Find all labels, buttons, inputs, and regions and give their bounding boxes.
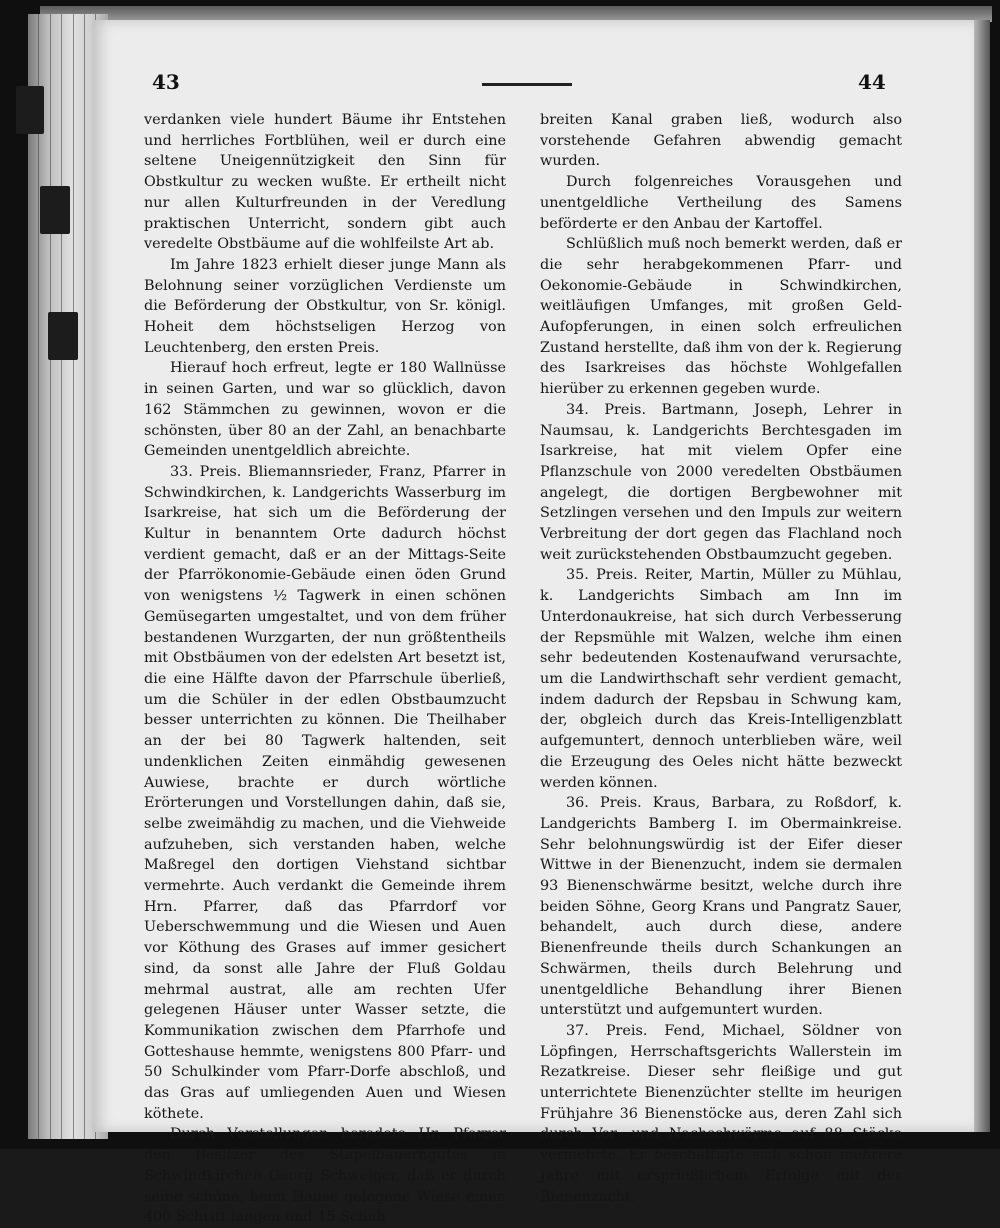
paragraph: Hierauf hoch erfreut, legte er 180 Wallnüsse in seinen Garten, und war so glücklich, davon 162 Stämmchen zu gewinnen, wovon er die schönsten, über 80 an der Zahl, an benachbarte Gemeinden unentgeldlich abreichte.	[144, 360, 506, 460]
paragraph: verdanken viele hundert Bäume ihr Entstehen und herrliches Fortblühen, weil er durch eine seltene Uneigennützigkeit den Sinn für Obstkultur zu wecken wußte. Er ertheilt nicht nur allen Kulturfreunden in der Veredlung praktischen Unterricht, sondern gibt auch veredelte Obstbäume auf die wohlfeilste Art ab.	[144, 112, 506, 253]
paragraph: breiten Kanal graben ließ, wodurch also vorstehende Gefahren abwendig gemacht wurden.	[540, 112, 902, 170]
prize-37-paragraph: 37. Preis. Fend, Michael, Söldner von Löpfingen, Herrschaftsgerichts Wallerstein im Rezatkreise. Dieser sehr fleißige und gut unterrichtete Bienenzüchter stellte im heurigen Frühjahre 36 Bienenstöcke aus, deren Zahl sich durch Vor- und Nachschwärme auf 88 Stöcke vermehrte. Er beschäftigte sich schon mehrere Jahre mit ersprießlichem Erfolge mit der Bienenzucht.	[540, 1022, 902, 1205]
right-text-column	[540, 110, 902, 1207]
prize-36-paragraph: 36. Preis. Kraus, Barbara, zu Roßdorf, k. Landgerichts Bamberg I. im Obermainkreise. Sehr belohnungswürdig ist der Eifer dieser Wittwe in der Bienenzucht, indem sie dermalen 93 Bienenschwärme besitzt, welche durch ihre beiden Söhne, Georg Krans und Pangratz Sauer, behandelt, auch durch diese, andere Bienenfreunde theils durch Schankungen an Schwärmen, theils durch Belehrung und unentgeldliche Behandlung ihrer Bienen unterstützt und aufgemuntert wurden.	[540, 795, 902, 1019]
paragraph: Durch folgenreiches Vorausgehen und unentgeldliche Vertheilung des Samens beförderte er den Anbau der Kartoffel.	[540, 174, 902, 232]
left-text-column	[144, 110, 506, 1228]
page-number-right: 44	[858, 70, 886, 94]
book-spread-page	[92, 20, 974, 1226]
header-rule	[482, 83, 572, 86]
page-header	[92, 70, 974, 100]
binding-tab-top	[16, 86, 44, 134]
page-number-left: 43	[152, 70, 180, 94]
page-right-edge	[974, 20, 990, 1132]
prize-35-paragraph: 35. Preis. Reiter, Martin, Müller zu Mühlau, k. Landgerichts Simbach am Inn im Unterdonaukreise, hat sich durch Verbesserung der Repsmühle mit Walzen, welche ihm einen sehr bedeutenden Kostenaufwand verursachte, um die Landwirthschaft sehr verdient gemacht, indem dadurch der Repsbau in Schwung kam, der, obgleich durch das Kreis-Intelligenzblatt aufgemuntert, dennoch unterblieben wäre, weil die Erzeugung des Oeles nicht hätte bezweckt werden können.	[540, 567, 902, 791]
prize-34-paragraph: 34. Preis. Bartmann, Joseph, Lehrer in Naumsau, k. Landgerichts Berchtesgaden im Isarkreise, hat mit vielem Opfer eine Pflanzschule von 2000 veredelten Obstbäumen angelegt, die dortigen Bergbewohner mit Setzlingen versehen und den Impuls zur weitern Verbreitung der dort gegen das Flachland noch weit zurückstehenden Obstbaumzucht gegeben.	[540, 401, 902, 563]
prize-33-paragraph: 33. Preis. Bliemannsrieder, Franz, Pfarrer in Schwindkirchen, k. Landgerichts Wasserburg im Isarkreise, hat sich um die Beförderung der Kultur in benanntem Orte dadurch höchst verdient gemacht, daß er an der Mittags-Seite der Pfarrökonomie-Gebäude einen öden Grund von wenigstens ½ Tagwerk in einen schönen Gemüsegarten umgestaltet, und von dem früher bestandenen Wurzgarten, der nun größtentheils mit Obstbäumen von der edelsten Art besetzt ist, die eine Hälfte davon der Pfarrschule überließ, um die Schüler in der edlen Obstbaumzucht besser unterrichten zu können. Die Theilhaber an der bei 80 Tagwerk haltenden, seit undenklichen Zeiten einmähdig gewesenen Auwiese, brachte er durch wörtliche Erörterungen und Vorstellungen dahin, daß sie, selbe zweimähdig zu machen, und die Viehweide aufzuheben, sich verstanden haben, welche Maßregel den dortigen Viehstand sichtbar vermehrte. Auch verdankt die Gemeinde ihrem Hrn. Pfarrer, daß das Pfarrdorf vor Ueberschwemmung und die Wiesen und Auen vor Köthung des Grases auf immer gesichert sind, da sonst alle Jahre der Fluß Goldau mehrmal austrat, alle am rechten Ufer gelegenen Häuser unter Wasser setzte, die Kommunikation zwischen dem Pfarrhofe und Gotteshause hemmte, wenigstens 800 Pfarr- und 50 Schulkinder vom Pfarr-Dorfe abschloß, und das Gras auf umliegenden Auen und Wiesen köthete.	[144, 463, 506, 1122]
paragraph: Schlüßlich muß noch bemerkt werden, daß er die sehr herabgekommenen Pfarr- und Oekonomie-Gebäude in Schwindkirchen, weitläufigen Umfanges, mit großen Geld-Aufopferungen, in einen solch erfreulichen Zustand herstellte, daß ihm von der k. Regierung des Isarkreises das höchste Wohlgefallen hierüber zu erkennen gegeben wurde.	[540, 236, 902, 398]
paragraph: Im Jahre 1823 erhielt dieser junge Mann als Belohnung seiner vorzüglichen Verdienste um die Beförderung der Obstkultur, von Sr. königl. Hoheit dem höchstseligen Herzog von Leuchtenberg, den ersten Preis.	[144, 256, 506, 356]
binding-tab-middle	[40, 186, 70, 234]
binding-tab-bottom	[48, 312, 78, 360]
paragraph: Durch Vorstellungen beredete Hr. Pfarrer den Besitzer des Stapelbauerngutes in Schwindkirchen Georg Schweiger, daß er durch seine schöne, beim Hause gelegene Wiese einen 400 Schritt langen und 15 Schuh	[144, 1126, 506, 1226]
